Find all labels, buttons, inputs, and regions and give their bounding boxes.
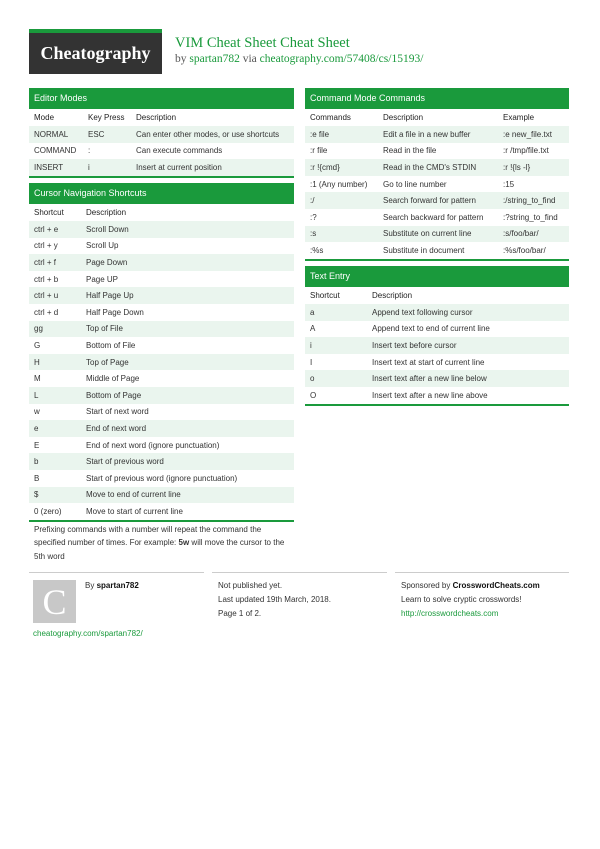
table-row [305, 354, 569, 371]
mode-cell: INSERT [29, 159, 83, 176]
shortcut-cell: I [310, 357, 313, 367]
mode-cell: COMMAND [34, 146, 77, 156]
command-cell: :e file [305, 126, 378, 143]
cursor-note [29, 519, 294, 565]
footer-published: Not published yet. [218, 581, 283, 590]
sponsor-text: Learn to solve cryptic crosswords! [401, 595, 522, 604]
example-cell: :s/foo/bar/ [498, 226, 569, 243]
shortcut-cell: L [29, 387, 81, 404]
description-cell: Start of next word [86, 407, 149, 417]
column-header: Key Press [83, 109, 131, 126]
sheet-url-link[interactable]: cheatography.com/57408/cs/15193/ [259, 53, 424, 65]
table-row [29, 143, 294, 160]
shortcut-cell: E [34, 440, 40, 450]
shortcut-cell: B [34, 473, 40, 483]
table-row [29, 420, 294, 437]
column-header: Example [498, 109, 569, 126]
description-cell: Insert at current position [131, 159, 294, 176]
modes-section-title: Editor Modes [29, 88, 294, 109]
modes-section [29, 88, 294, 178]
table-row [305, 209, 569, 226]
key-cell: ESC [83, 126, 131, 143]
cursor-section [29, 183, 294, 522]
column-header: Shortcut [29, 204, 81, 221]
example-cell: :?string_to_find [503, 212, 558, 222]
footer-updated: Last updated 19th March, 2018. [218, 595, 331, 604]
description-cell: Half Page Up [81, 287, 294, 304]
footer-sponsor [401, 581, 540, 590]
command-cell: :s [305, 226, 378, 243]
table-row [29, 238, 294, 255]
table-row [305, 176, 569, 193]
table-row [29, 453, 294, 470]
command-cell: :r !{cmd} [305, 159, 378, 176]
profile-link[interactable]: cheatography.com/spartan782/ [33, 629, 143, 638]
cursor-table [29, 204, 294, 520]
command-cell: :%s [310, 245, 324, 255]
text-entry-section-title: Text Entry [305, 266, 569, 287]
modes-table [29, 109, 294, 176]
footer-author [85, 581, 139, 590]
command-section [305, 88, 569, 261]
command-table [305, 109, 569, 259]
table-header-row [29, 109, 294, 126]
table-row [305, 143, 569, 160]
shortcut-cell: $ [29, 487, 81, 504]
shortcut-cell: H [29, 354, 81, 371]
shortcut-cell: ctrl + f [29, 254, 81, 271]
command-cell: :/ [305, 192, 378, 209]
table-row [29, 387, 294, 404]
cursor-section-title: Cursor Navigation Shortcuts [29, 183, 294, 204]
description-cell: Edit a file in a new buffer [378, 126, 498, 143]
table-row [305, 159, 569, 176]
shortcut-cell: ctrl + y [34, 241, 58, 251]
description-cell: Page UP [86, 274, 119, 284]
footer-divider [29, 572, 204, 573]
sponsored-by-label: Sponsored by [401, 581, 451, 590]
shortcut-cell: w [34, 407, 40, 417]
description-cell: Can enter other modes, or use shortcuts [131, 126, 294, 143]
table-row [29, 470, 294, 487]
example-cell: :r !{ls -l} [498, 159, 569, 176]
description-cell: Search backward for pattern [383, 212, 484, 222]
description-cell: Insert text after a new line below [367, 370, 569, 387]
table-row [305, 387, 569, 404]
byline-via: via [242, 53, 257, 65]
description-cell: Top of Page [81, 354, 294, 371]
key-cell: i [83, 159, 131, 176]
description-cell: Top of File [81, 321, 294, 338]
table-row [29, 487, 294, 504]
column-header: Mode [29, 109, 83, 126]
example-cell: :15 [503, 179, 515, 189]
example-cell: :e new_file.txt [498, 126, 569, 143]
description-cell: Scroll Up [86, 241, 119, 251]
description-cell: End of next word [81, 420, 294, 437]
table-row [29, 254, 294, 271]
footer-author-name[interactable]: spartan782 [96, 581, 139, 590]
table-row [29, 159, 294, 176]
description-cell: Substitute on current line [378, 226, 498, 243]
table-row [29, 221, 294, 238]
description-cell: Start of previous word [81, 453, 294, 470]
table-row [29, 437, 294, 454]
table-row [29, 271, 294, 288]
note-text-end: will move the cursor to the 5th word [34, 538, 285, 561]
shortcut-cell: e [29, 420, 81, 437]
sponsor-name[interactable]: CrosswordCheats.com [452, 581, 540, 590]
table-row [305, 337, 569, 354]
table-row [29, 354, 294, 371]
key-cell: : [88, 146, 91, 156]
author-link[interactable]: spartan782 [189, 53, 240, 65]
description-cell: Read in the file [383, 146, 437, 156]
description-cell: End of next word (ignore punctuation) [86, 440, 220, 450]
shortcut-cell: 0 (zero) [34, 506, 62, 516]
example-cell: :/string_to_find [498, 192, 569, 209]
table-row [29, 370, 294, 387]
shortcut-cell: M [34, 374, 41, 384]
description-cell: Page Down [81, 254, 294, 271]
byline-by: by [175, 53, 187, 65]
page-title: VIM Cheat Sheet Cheat Sheet [175, 35, 350, 51]
example-cell: :r /tmp/file.txt [503, 146, 549, 156]
description-cell: Append text following cursor [367, 304, 569, 321]
table-row [29, 337, 294, 354]
table-header-row [305, 109, 569, 126]
table-row [305, 370, 569, 387]
column-header: Commands [305, 109, 378, 126]
shortcut-cell: A [310, 324, 316, 334]
description-cell: Bottom of File [86, 340, 136, 350]
example-cell: :%s/foo/bar/ [503, 245, 546, 255]
table-row [29, 287, 294, 304]
table-row [29, 126, 294, 143]
table-row [29, 404, 294, 421]
table-header-row [305, 287, 569, 304]
column-header: Description [81, 204, 294, 221]
sponsor-link[interactable]: http://crosswordcheats.com [401, 609, 499, 618]
column-header: Description [131, 109, 294, 126]
footer-by: By [85, 581, 95, 590]
note-text: Prefixing commands with a number will repeat the command the specified number of times. For example: [34, 525, 262, 548]
command-cell: :1 (Any number) [310, 179, 368, 189]
shortcut-cell: a [305, 304, 367, 321]
command-section-title: Command Mode Commands [305, 88, 569, 109]
avatar[interactable]: C [33, 580, 76, 623]
note-example: 5w [178, 538, 190, 548]
table-row [305, 242, 569, 259]
footer-divider [395, 572, 569, 573]
shortcut-cell: ctrl + u [29, 287, 81, 304]
shortcut-cell: b [29, 453, 81, 470]
shortcut-cell: o [305, 370, 367, 387]
description-cell: Half Page Down [86, 307, 144, 317]
column-header: Description [378, 109, 498, 126]
description-cell: Append text to end of current line [372, 324, 490, 334]
text-entry-table [305, 287, 569, 404]
shortcut-cell: ctrl + e [29, 221, 81, 238]
description-cell: Move to start of current line [86, 506, 183, 516]
table-row [305, 321, 569, 338]
description-cell: Read in the CMD's STDIN [378, 159, 498, 176]
table-row [305, 304, 569, 321]
byline [175, 53, 423, 65]
footer-page: Page 1 of 2. [218, 609, 262, 618]
description-cell: Start of previous word (ignore punctuation) [86, 473, 238, 483]
column-header: Shortcut [305, 287, 367, 304]
description-cell: Middle of Page [86, 374, 140, 384]
table-row [305, 226, 569, 243]
description-cell: Bottom of Page [81, 387, 294, 404]
description-cell: Insert text before cursor [367, 337, 569, 354]
table-row [29, 503, 294, 520]
shortcut-cell: ctrl + b [34, 274, 59, 284]
table-row [305, 126, 569, 143]
description-cell: Go to line number [383, 179, 447, 189]
command-cell: :? [310, 212, 317, 222]
description-cell: Search forward for pattern [378, 192, 498, 209]
shortcut-cell: gg [29, 321, 81, 338]
description-cell: Insert text after a new line above [372, 390, 488, 400]
shortcut-cell: i [305, 337, 367, 354]
column-header: Description [367, 287, 569, 304]
table-header-row [29, 204, 294, 221]
shortcut-cell: G [34, 340, 41, 350]
description-cell: Substitute in document [383, 245, 465, 255]
table-row [305, 192, 569, 209]
footer-divider [212, 572, 387, 573]
mode-cell: NORMAL [29, 126, 83, 143]
table-row [29, 321, 294, 338]
shortcut-cell: O [310, 390, 317, 400]
command-cell: :r file [310, 146, 328, 156]
description-cell: Scroll Down [81, 221, 294, 238]
shortcut-cell: ctrl + d [34, 307, 59, 317]
text-entry-section [305, 266, 569, 406]
table-row [29, 304, 294, 321]
description-cell: Can execute commands [136, 146, 223, 156]
cheatography-logo[interactable]: Cheatography [29, 29, 162, 74]
description-cell: Move to end of current line [81, 487, 294, 504]
description-cell: Insert text at start of current line [372, 357, 485, 367]
